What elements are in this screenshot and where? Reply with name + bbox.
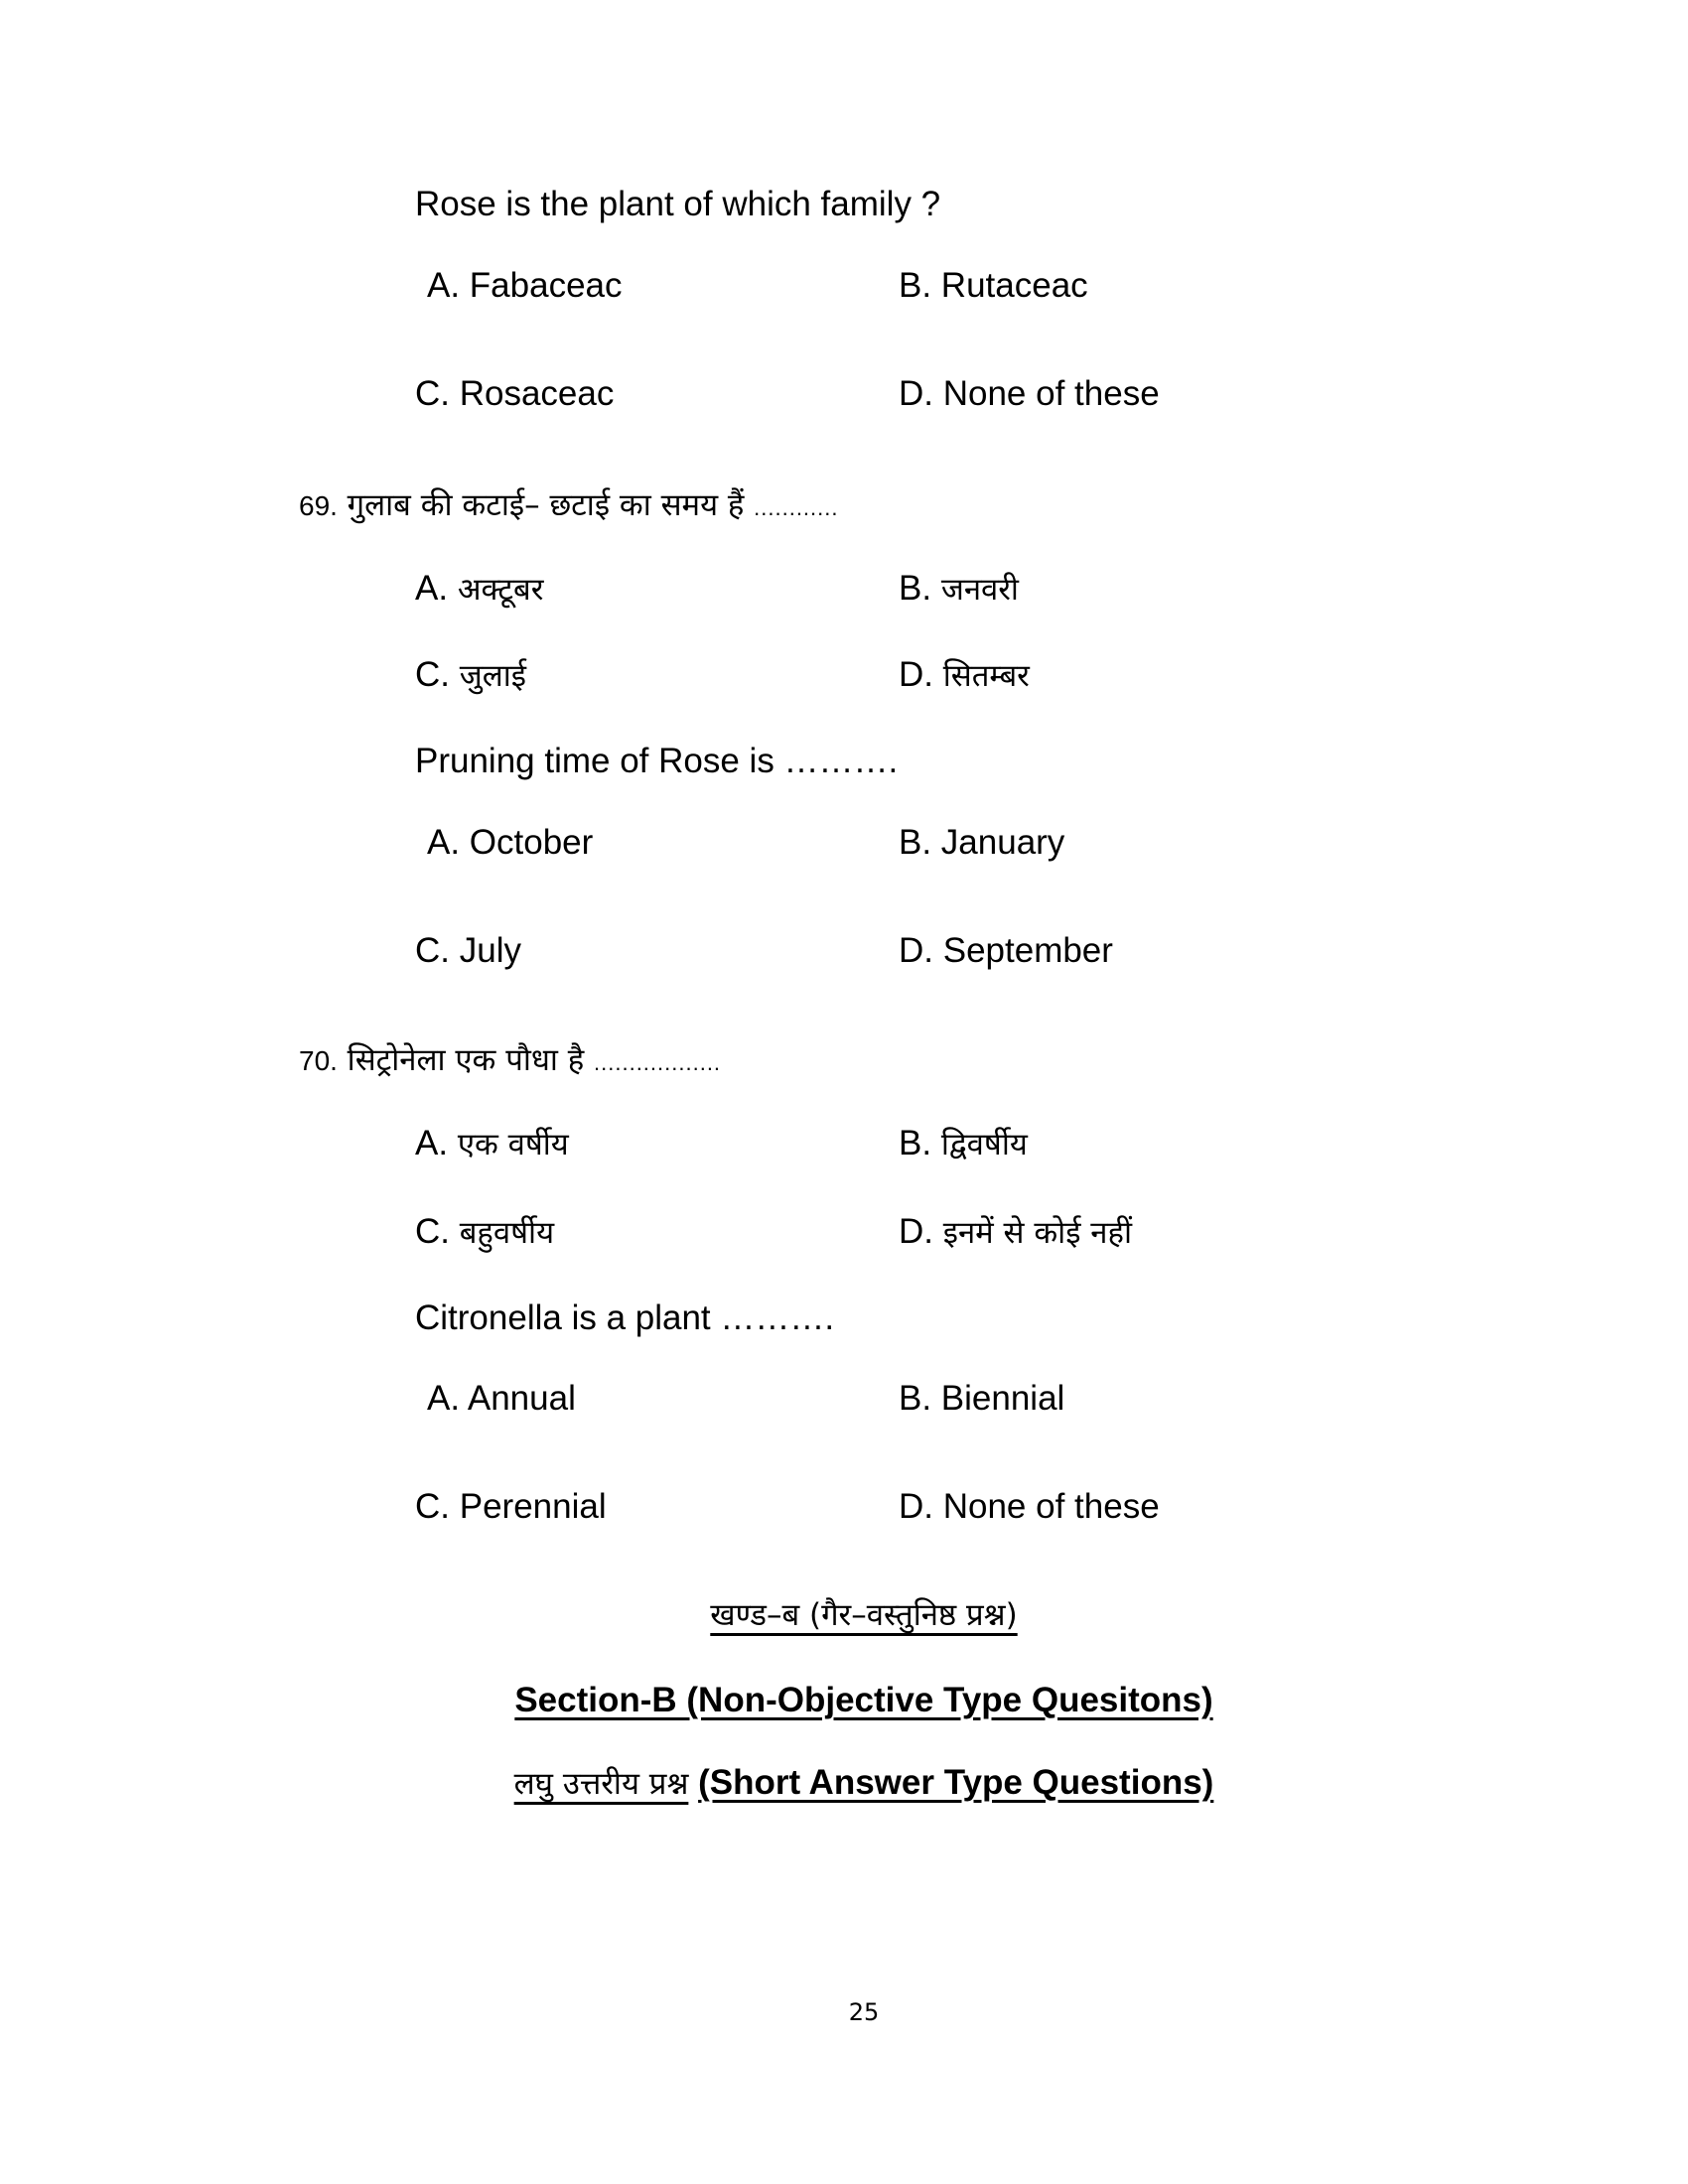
question-text: गुलाब की कटाई– छटाई का समय हैं <box>347 487 745 523</box>
option-a <box>415 1122 569 1166</box>
question-70-hindi <box>299 1037 721 1085</box>
section-title-hindi: खण्ड–ब (गैर–वस्तुनिष्ठ प्रश्न) <box>710 1597 1018 1633</box>
option-a: A. Annual <box>427 1379 576 1418</box>
option-b: B. Biennial <box>899 1379 1065 1418</box>
option-text: जुलाई <box>459 658 527 694</box>
section-title-english: Section-B (Non-Objective Type Quesitons) <box>514 1681 1213 1719</box>
subsection-title-hindi: लघु उत्तरीय प्रश्न <box>513 1766 689 1802</box>
option-a <box>415 567 543 612</box>
option-a: A. October <box>427 823 594 862</box>
option-c: C. July <box>415 931 521 970</box>
option-c: C. Rosaceac <box>415 374 615 413</box>
option-text: इनमें से कोई नहीं <box>942 1215 1132 1251</box>
option-letter: A. <box>415 1124 449 1162</box>
answer-blank: ............ <box>754 495 839 520</box>
option-letter: D. <box>899 1212 933 1251</box>
option-d: D. September <box>899 931 1113 970</box>
option-d: D. None of these <box>899 374 1160 413</box>
page-number: 25 <box>848 1998 880 2026</box>
option-b: B. January <box>899 823 1065 862</box>
section-heading-english <box>0 1679 1688 1722</box>
option-c <box>415 653 526 698</box>
option-c: C. Perennial <box>415 1487 607 1526</box>
question-text: Pruning time of Rose is ………. <box>415 742 899 780</box>
answer-blank: .................. <box>594 1050 722 1075</box>
option-d: D. None of these <box>899 1487 1160 1526</box>
option-text: जनवरी <box>940 572 1019 608</box>
option-b <box>899 1122 1028 1166</box>
option-text: बहुवर्षीय <box>459 1215 555 1251</box>
option-letter: C. <box>415 655 450 694</box>
question-number: 69. <box>299 490 338 521</box>
question-69-hindi <box>299 482 839 530</box>
section-heading-hindi <box>0 1592 1688 1637</box>
option-letter: B. <box>899 1124 932 1162</box>
option-letter: A. <box>415 569 449 608</box>
option-b <box>899 567 1019 612</box>
option-d <box>899 1210 1132 1255</box>
option-letter: D. <box>899 655 933 694</box>
option-c <box>415 1210 554 1255</box>
option-text: सितम्बर <box>942 658 1030 694</box>
option-b: B. Rutaceac <box>899 266 1088 305</box>
question-text: Rose is the plant of which family ? <box>415 185 941 223</box>
option-text: अक्टूबर <box>457 572 544 608</box>
option-d <box>899 653 1030 698</box>
subsection-title-english: (Short Answer Type Questions) <box>698 1763 1214 1802</box>
option-text: एक वर्षीय <box>457 1127 569 1162</box>
question-text: Citronella is a plant ………. <box>415 1298 835 1337</box>
question-text: सिट्रोनेला एक पौधा है <box>347 1042 585 1078</box>
option-a: A. Fabaceac <box>427 266 623 305</box>
option-text: द्विवर्षीय <box>940 1127 1028 1162</box>
subsection-heading <box>0 1761 1688 1806</box>
question-number: 70. <box>299 1045 338 1076</box>
option-letter: B. <box>899 569 932 608</box>
option-letter: C. <box>415 1212 450 1251</box>
